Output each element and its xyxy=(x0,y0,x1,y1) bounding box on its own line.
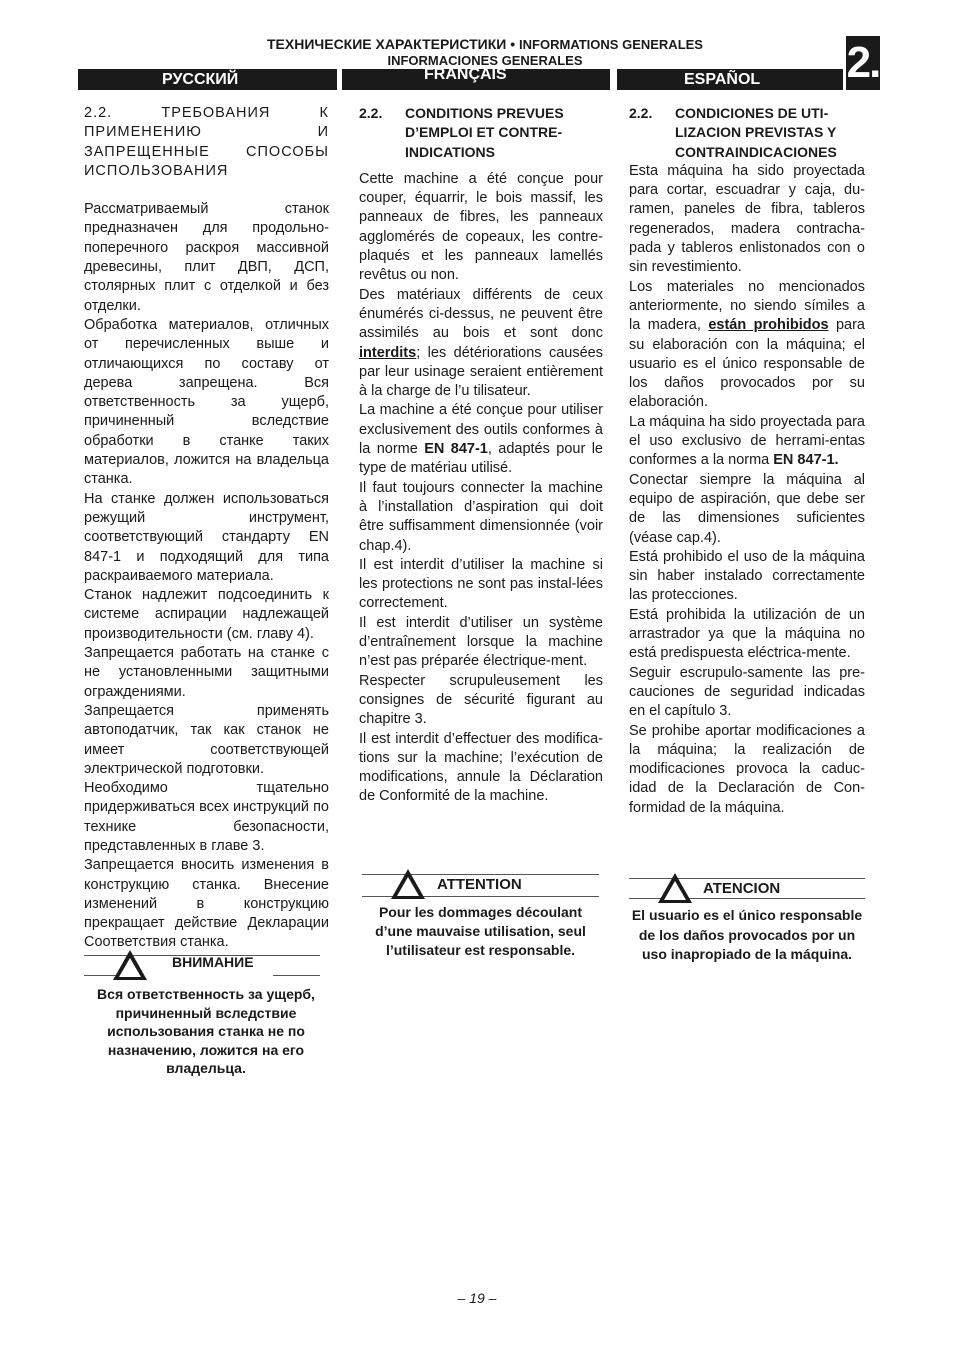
band-es xyxy=(617,69,843,90)
emphasis-interdits: interdits xyxy=(359,344,417,361)
warning-triangle-icon xyxy=(658,873,692,903)
paragraph: Está prohibido el uso de la máquina sin haber instalado correctamente las protecciones. xyxy=(629,548,865,604)
header-title-ru: ТЕХНИЧЕСКИЕ ХАРАКТЕРИСТИКИ • xyxy=(267,36,516,52)
section-title-fr xyxy=(359,104,603,162)
paragraph: Seguir escrupulo-samente las pre-cauciones de seguridad indicadas en el capítulo 3. xyxy=(629,664,865,720)
paragraph: Se prohibe aportar modificaciones a la máquina; la realización de modificaciones provoca la caduc-idad de la Declaración de Con-formidad de la máquina. xyxy=(629,722,865,816)
warning-label-es: ATENCION xyxy=(703,880,781,897)
paragraph: Рассматриваемый станок предназначен для продольно-поперечного раскроя массивной древесины, плит ДВП, ДСП, столярных плит с отделкой и без отделки. xyxy=(84,201,329,314)
section-heading-fr: CONDITIONS PREVUES D’EMPLOI ET CONTRE-INDICATIONS xyxy=(405,105,564,160)
paragraph: Запрещается вносить изменения в конструкцию станка. Внесение изменений в конструкцию прекращает действие Декларации Соответствия станка. xyxy=(84,857,329,951)
paragraph: Il est interdit d’effectuer des modifica-tions sur la machine; l’exécution de modifications, annule la Déclaration de Conformité de la machine. xyxy=(359,730,603,805)
page-number: – 19 – xyxy=(457,1290,497,1306)
column-es xyxy=(629,104,865,818)
warning-label-ru: ВНИМАНИЕ xyxy=(172,954,254,970)
paragraph: Станок надлежит подсоединить к системе аспирации надлежащей производительности (см. главу 4). xyxy=(84,587,329,642)
paragraph: Conectar siempre la máquina al equipo de aspiración, que debe ser de las dimensiones suficientes (véase cap.4). xyxy=(629,471,865,546)
emphasis-prohibidos: están prohibidos xyxy=(708,317,829,334)
paragraph: Está prohibida la utilización de un arrastrador ya que la máquina no está predispuesta eléctrica-mente. xyxy=(629,606,865,662)
warning-label-fr: ATTENTION xyxy=(437,876,522,893)
paragraph: Los materiales no mencionados anteriormente, no siendo símiles a la madera, están prohibidos para su elaboración con la máquina; el usuario es el único responsable de los daños provocados por su elaboración. xyxy=(629,278,865,411)
band-ru xyxy=(78,69,337,90)
warning-text-fr: Pour les dommages découlant d’une mauvaise utilisation, seul l’utilisateur est responsable. xyxy=(375,904,586,958)
paragraph: Il est interdit d’utiliser la machine si les protections ne sont pas instal-lées correctement. xyxy=(359,556,603,612)
section-title-ru xyxy=(84,104,329,181)
header-title-fr: INFORMATIONS GENERALES xyxy=(519,37,703,52)
paragraph: Il faut toujours connecter la machine à l’installation d’aspiration qui doit être suffisamment dimensionnée (voir chap.4). xyxy=(359,479,603,554)
band-es-label: ESPAÑOL xyxy=(684,71,761,88)
band-ru-label: РУССКИЙ xyxy=(162,71,239,88)
chapter-number: 2. xyxy=(846,36,880,90)
paragraph: Обработка материалов, отличных от перечисленных выше и отличающихся по составу от дерева запрещена. Вся ответственность за ущерб, причиненный вследствие обработки в станке таких материалов, ложится на владельца станка. xyxy=(84,316,329,488)
paragraph: Необходимо тщательно придерживаться всех инструкций по технике безопасности, представленных в главе 3. xyxy=(84,780,329,854)
paragraph: Запрещается применять автоподатчик, так как станок не имеет соответствующей электрической подготовки. xyxy=(84,702,329,777)
column-fr xyxy=(359,104,603,807)
norm-reference: EN 847-1 xyxy=(424,441,488,458)
paragraph: Respecter scrupuleusement les consignes de sécurité figurant au chapitre 3. xyxy=(359,672,603,728)
warning-text-es: El usuario es el único responsable de los daños provocados por un uso inapropiado de la máquina. xyxy=(631,907,863,962)
paragraph: La máquina ha sido proyectada para el uso exclusivo de herrami-entas conformes a la norma EN 847-1. xyxy=(629,413,865,469)
paragraph: Il est interdit d’utiliser un système d’entraînement lorsque la machine n’est pas préparée électrique-ment. xyxy=(359,614,603,670)
warning-triangle-icon xyxy=(113,950,147,980)
section-title-es xyxy=(629,104,865,162)
warning-text-ru: Вся ответственность за ущерб, причиненный вследствие использования станка не по назначению, ложится на его владельца. xyxy=(97,986,315,1076)
norm-reference: EN 847-1. xyxy=(773,452,839,469)
paragraph: Des matériaux différents de ceux énumérés ci-dessus, ne peuvent être assimilés au bois et sont donc interdits; les détériorations causées par leur usinage seraient entièrement à la charge de l’u tilisateur. xyxy=(359,286,603,400)
column-ru xyxy=(84,104,329,953)
paragraph: Cette machine a été conçue pour couper, équarrir, le bois massif, les panneaux de fibres, les panneaux agglomérés de copeaux, les contre-plaqués et les panneaux lamellés revêtus ou non. xyxy=(359,170,603,284)
section-num-es: 2.2. xyxy=(629,105,653,121)
section-num-fr: 2.2. xyxy=(359,105,383,121)
band-fr-label: FRANÇAIS xyxy=(424,66,507,83)
paragraph: Esta máquina ha sido proyectada para cortar, escuadrar y caja, du-ramen, paneles de fibra, tableros regenerados, madera contracha-pada y tableros enlistonados con o sin revestimiento. xyxy=(629,162,865,276)
divider xyxy=(84,975,116,976)
section-heading-ru: ТРЕБОВАНИЯ К ПРИМЕНЕНИЮ И ЗАПРЕЩЕННЫЕ СПОСОБЫ ИСПОЛЬЗОВАНИЯ xyxy=(84,105,329,179)
paragraph: Запрещается работать на станке с не установленными защитными ограждениями. xyxy=(84,645,329,700)
warning-triangle-icon xyxy=(391,869,425,899)
header-title-es: INFORMACIONES GENERALES xyxy=(387,53,583,68)
section-num-ru: 2.2. xyxy=(84,105,113,121)
paragraph: На станке должен использоваться режущий инструмент, соответствующий стандарту EN 847-1 и подходящий для типа раскраиваемого материала. xyxy=(84,490,329,584)
section-heading-es: CONDICIONES DE UTI-LIZACION PREVISTAS Y CONTRAINDICACIONES xyxy=(675,105,837,160)
paragraph: La machine a été conçue pour utiliser exclusivement des outils conformes à la norme EN 847-1, adaptés pour le type de matériau utilisé. xyxy=(359,402,603,477)
band-fr xyxy=(342,66,610,90)
divider xyxy=(273,975,320,976)
page-header xyxy=(120,36,850,53)
